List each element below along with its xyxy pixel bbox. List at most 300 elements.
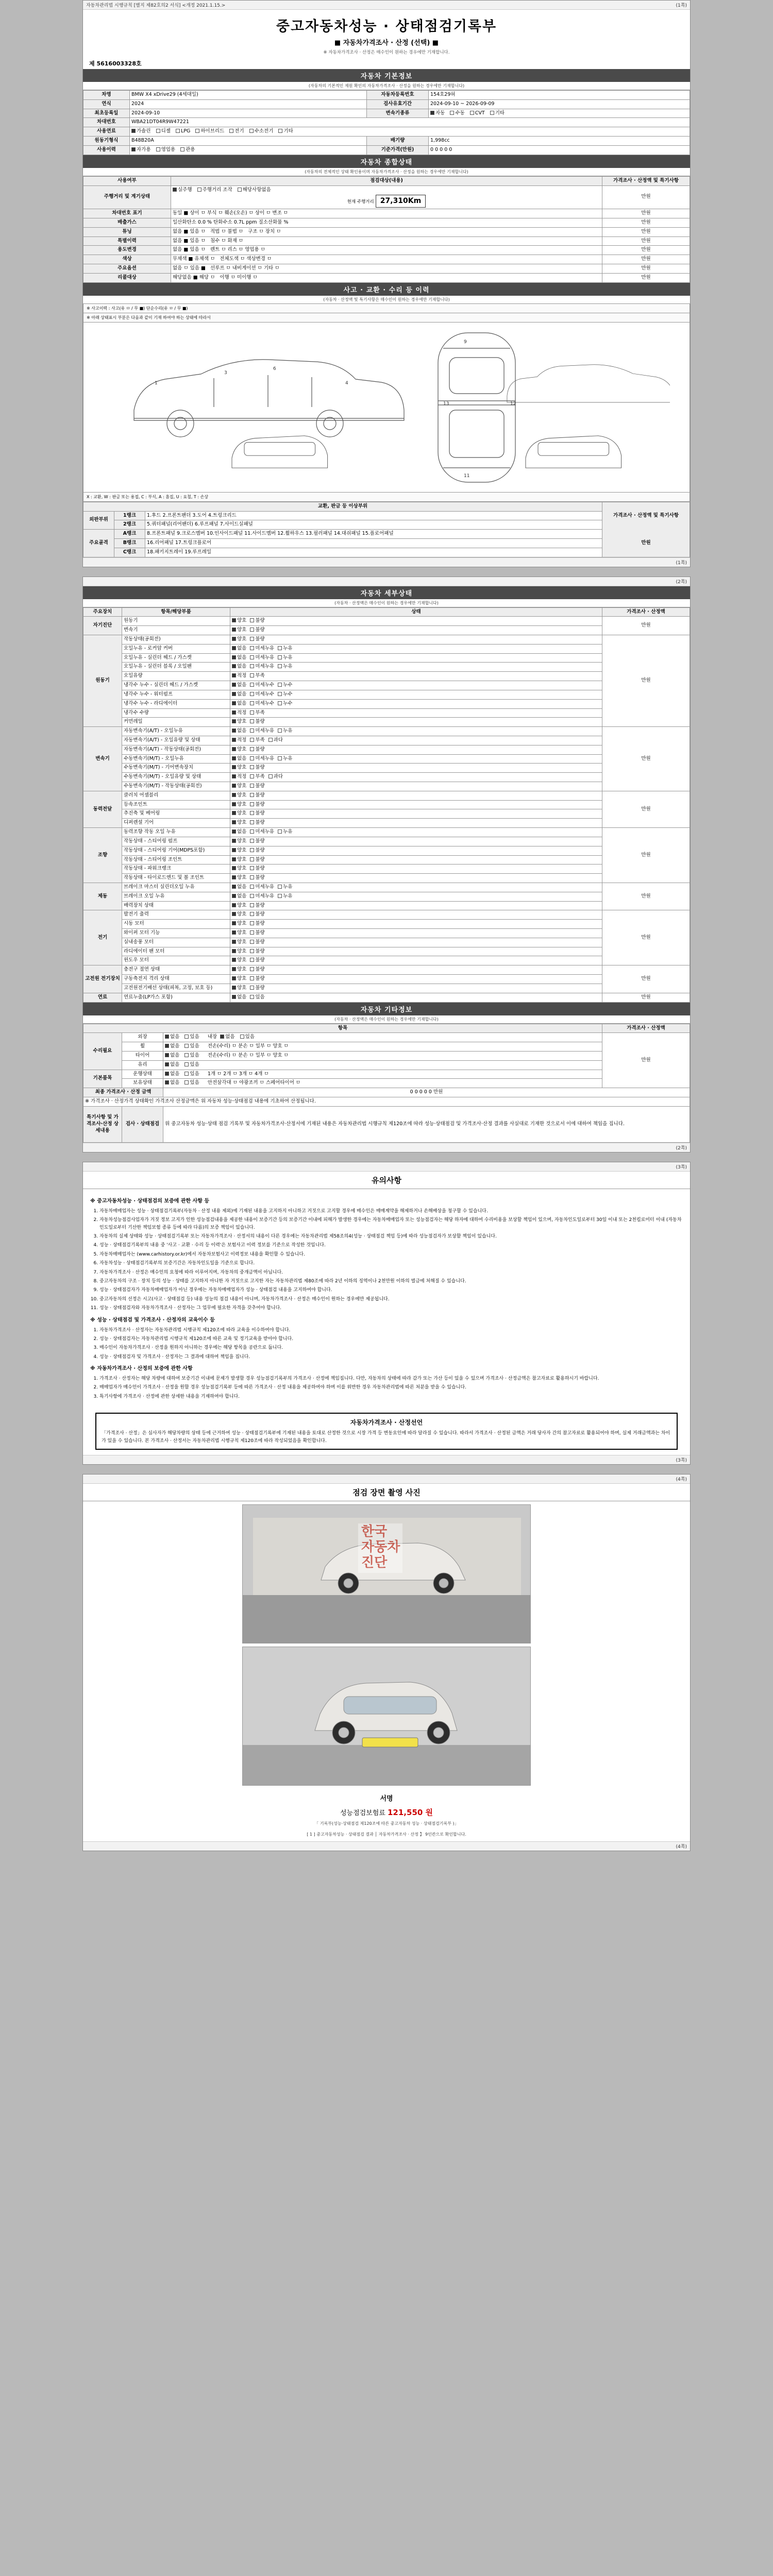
option-양호[interactable]: 양호 (232, 939, 246, 946)
extra-table (83, 1024, 690, 1143)
option-미세누유[interactable]: 미세누유 (250, 893, 274, 900)
option-미세누유[interactable]: 미세누유 (250, 829, 274, 836)
svg-text:3: 3 (224, 370, 227, 376)
label-vin: 차대번호 (83, 118, 130, 127)
option-불량[interactable]: 불량 (250, 903, 264, 909)
notice-item: 8. 중고자동차의 구조 · 장치 등의 성능 · 상태를 고지하지 아니한 자 거짓으로 고지한 자는 자동차관리법 제80조에 따라 2년 이하의 징역이나 2천만원 이하의 벌금에 처해질 수 있습니다. (99, 1278, 683, 1285)
fuel-option-lpg[interactable]: LPG (176, 128, 190, 135)
option-불량[interactable]: 불량 (250, 857, 264, 863)
detail-item-label: 변속기 (122, 626, 230, 635)
accident-line-2: ※ 아래 상태표시 부분은 다음과 같이 기재 하여야 하는 상태에 따라서 (83, 313, 690, 323)
parts-rank-1: 1랭크 (114, 511, 145, 520)
option-누수[interactable]: 누수 (278, 682, 292, 689)
option-없음[interactable]: 없음 (232, 664, 246, 670)
row-note-mileage: 만원 (602, 185, 690, 209)
table-row (83, 530, 690, 539)
option-없음[interactable]: 없음 (232, 701, 246, 707)
detail-item-options[interactable] (230, 901, 602, 910)
detail-group-price: 만원 (602, 617, 690, 635)
option-양호[interactable]: 양호 (232, 967, 246, 973)
option-불량[interactable]: 불량 (250, 985, 264, 992)
row-value-emission: 일산화탄소 0.0 % 탄화수소 0.7L ppm 질소산화물 % (171, 218, 602, 228)
form-reference: 자동차관리법 시행규칙 [별지 제82호의2 서식] <개정 2021.1.15.> (86, 3, 226, 8)
table-row (83, 538, 690, 548)
detail-group-원동기: 원동기 (83, 635, 122, 727)
option-미세누유[interactable]: 미세누유 (250, 646, 274, 652)
detail-item-label: 배력장치 상태 (122, 901, 230, 910)
tire-none[interactable]: 없음 (165, 1053, 179, 1059)
detail-item-label: 자동변속기(A/T) - 작동상태(공회전) (122, 745, 230, 754)
option-누유[interactable]: 누유 (278, 893, 292, 900)
mileage-check-row[interactable]: 실주행 주행거리 조작 해당사항없음 (173, 187, 600, 194)
option-누유[interactable]: 누유 (278, 829, 292, 836)
detail-item-options[interactable] (230, 837, 602, 846)
option-미세누유[interactable]: 미세누유 (250, 756, 274, 762)
section-detail-note: (자동차 · 산정액은 매수인이 원하는 경우에만 기재합니다) (83, 599, 690, 607)
svg-text:4: 4 (345, 380, 348, 386)
trans-option-etc[interactable]: 기타 (490, 110, 505, 117)
usage-option-official[interactable]: 관용 (180, 147, 195, 154)
table-row (83, 209, 690, 218)
notice-section-3-title: ※ 자동차가격조사 · 산정의 보증에 관한 사항 (90, 1366, 193, 1372)
detail-item-label: 수동변속기(M/T) - 작동상태(공회전) (122, 782, 230, 791)
detail-item-options[interactable] (230, 828, 602, 837)
usage-option-private[interactable]: 자가용 (131, 147, 151, 154)
table-row (83, 837, 690, 846)
parts-right-head: 가격조사 · 산정액 및 특기사항 만원 (602, 502, 690, 557)
label-engine: 원동기형식 (83, 137, 130, 146)
detail-item-options[interactable] (230, 855, 602, 865)
option-양호[interactable]: 양호 (232, 747, 246, 753)
page-2-bottombar (83, 1143, 690, 1152)
detail-item-options[interactable] (230, 736, 602, 745)
page-4 (82, 1474, 691, 1851)
detail-item-options[interactable] (230, 920, 602, 929)
option-없음[interactable]: 없음 (232, 893, 246, 900)
interior-yes[interactable]: 있음 (240, 1034, 255, 1041)
option-누수[interactable]: 누수 (278, 691, 292, 698)
table-row: 보유상태 없음 있음 안전삼각대 ㅁ 야광조끼 ㅁ 스페어타이어 ㅁ (83, 1079, 690, 1088)
value-transmission (429, 109, 690, 118)
fuel-option-hybrid[interactable]: 하이브리드 (195, 128, 224, 135)
detail-item-label: 와이퍼 모터 기능 (122, 929, 230, 938)
page-2 (82, 577, 691, 1153)
option-없음[interactable]: 없음 (232, 884, 246, 891)
option-불량[interactable]: 불량 (250, 627, 264, 634)
trans-option-cvt[interactable]: CVT (470, 110, 485, 117)
condition-table (83, 176, 690, 283)
option-불량[interactable]: 불량 (250, 783, 264, 790)
section-condition-title: 자동차 종합상태 (83, 155, 690, 168)
option-부족[interactable]: 부족 (250, 737, 264, 744)
svg-text:1: 1 (155, 380, 158, 386)
option-적정[interactable]: 적정 (232, 710, 246, 717)
table-row (83, 883, 690, 892)
extra-item-drive-state: 운행상태 (122, 1070, 163, 1079)
detail-item-options[interactable] (230, 975, 602, 984)
special-text: 위 중고자동차 성능·상태 점검 기록부 및 자동차가격조사·산정서에 기재된 내용은 자동차관리법 시행규칙 제120조에 따라 성능·상태점검 및 가격조사·산정 결과를 사실대로 기재한 것으로서 이에 대하여 책임을 집니다. (163, 1106, 690, 1142)
option-불량[interactable]: 불량 (250, 792, 264, 799)
option-양호[interactable]: 양호 (232, 976, 246, 982)
option-불량[interactable]: 불량 (250, 866, 264, 872)
table-row (83, 548, 690, 557)
option-양호[interactable]: 양호 (232, 866, 246, 872)
detail-item-label: 커먼레일 (122, 718, 230, 727)
detail-item-label: 수동변속기(M/T) - 오일누유 (122, 754, 230, 764)
car-damage-diagram (83, 323, 690, 493)
notice-item: 7. 자동차가격조사 · 산정은 매수인의 요청에 따라 이루어지며, 자동차의 중개금액이 아닙니다. (99, 1269, 683, 1276)
extra-group-repair: 수리필요 (83, 1033, 122, 1070)
detail-item-options[interactable] (230, 754, 602, 764)
option-불량[interactable]: 불량 (250, 838, 264, 845)
detail-item-label: 동력조향 작동 오일 누유 (122, 828, 230, 837)
notice-item: 6. 자동차성능 · 상태점검기록부의 보증기간은 자동차인도일을 기준으로 합니다. (99, 1260, 683, 1267)
detail-item-options[interactable] (230, 699, 602, 708)
notice-body (83, 1189, 690, 1408)
option-적정[interactable]: 적정 (232, 774, 246, 781)
option-불량[interactable]: 불량 (250, 618, 264, 624)
detail-group-연료: 연료 (83, 993, 122, 1002)
wheel-yes[interactable]: 있음 (184, 1043, 199, 1050)
table-header-row (83, 176, 690, 185)
tire-yes[interactable]: 있음 (184, 1053, 199, 1059)
row-label-recall: 리콜대상 (83, 273, 171, 282)
option-양호[interactable]: 양호 (232, 921, 246, 927)
car-diagram-svg (103, 323, 670, 487)
section-basic-info-note: (자동차의 기본적인 제원 확인의 자동차가격조사 · 산정을 원하는 경우에만 기재합니다) (83, 82, 690, 90)
table-row: 휠 없음 있음 전손(수리) ㅁ 분손 ㅁ 일부 ㅁ 양호 ㅁ (83, 1042, 690, 1052)
option-부족[interactable]: 부족 (250, 710, 264, 717)
notice-item: 1. 가격조사 · 산정자는 해당 차량에 대하여 보증기간 이내에 문제가 발생할 경우 성능점검기록부의 가격조사 · 산정에 책임집니다. 다만, 자동차의 상태에 따라 감가 또는 가산 등이 있을 수 있으며 가격조사 · 산정금액은 참고자료로 활용하시기 바랍니다. (99, 1375, 683, 1382)
detail-item-options[interactable] (230, 626, 602, 635)
detail-item-options[interactable] (230, 663, 602, 672)
option-누유[interactable]: 누유 (278, 664, 292, 670)
table-row: 수리필요 외장 없음 있음 내장 없음 있음 만원 (83, 1033, 690, 1042)
section-extra-note: (자동차 · 산정액은 매수인이 원하는 경우에만 기재합니다) (83, 1015, 690, 1024)
usage-option-business[interactable]: 영업용 (156, 147, 176, 154)
detail-col-1: 주요장치 (83, 607, 122, 617)
option-미세누유[interactable]: 미세누유 (250, 664, 274, 670)
detail-item-options[interactable] (230, 965, 602, 975)
table-row (83, 635, 690, 645)
detail-item-label: 작동상태 - 스티어링 조인트 (122, 855, 230, 865)
value-engine: B48B20A (130, 137, 367, 146)
page-subnote: ※ 자동차가격조사 · 산정은 매수인이 원하는 경우에만 기재합니다. (323, 50, 450, 55)
parts-head: 교환, 판금 등 이상부위 (83, 502, 602, 511)
trans-option-manual[interactable]: 수동 (450, 110, 464, 117)
table-header-row (83, 502, 690, 511)
option-없음[interactable]: 없음 (232, 682, 246, 689)
detail-item-options[interactable] (230, 984, 602, 993)
svg-text:12: 12 (510, 401, 516, 406)
detail-item-options[interactable] (230, 708, 602, 718)
notice-item: 5. 자동차매매업자는 (www.carhistory.or.kr)에서 자동차보험사고 이력정보 내용을 확인할 수 있습니다. (99, 1251, 683, 1258)
row-value-recall: 해당없음 ■ 해당 ㅁ 이행 ㅁ 미이행 ㅁ (171, 273, 602, 282)
table-header-row (83, 607, 690, 617)
option-있음[interactable]: 있음 (250, 994, 264, 1001)
option-양호[interactable]: 양호 (232, 857, 246, 863)
exterior-none[interactable]: 없음 (165, 1034, 179, 1041)
page-number: (1쪽) (676, 3, 687, 8)
option-없음[interactable]: 없음 (232, 728, 246, 735)
value-vin: WBA21DT04R9W47221 (130, 118, 690, 127)
hold-yes[interactable]: 있음 (184, 1080, 199, 1087)
extra-item-glass: 유리 (122, 1060, 163, 1070)
option-불량[interactable]: 불량 (250, 939, 264, 946)
detail-item-options[interactable] (230, 846, 602, 855)
table-row (83, 1097, 690, 1107)
detail-item-options[interactable] (230, 773, 602, 782)
option-과다[interactable]: 과다 (268, 737, 283, 744)
option-양호[interactable]: 양호 (232, 957, 246, 964)
option-양호[interactable]: 양호 (232, 875, 246, 882)
detail-item-label: 작동상태 - 파워크랭크 (122, 865, 230, 874)
page-number-bottom-2: (2쪽) (676, 1145, 687, 1151)
table-row (83, 1106, 690, 1142)
option-누유[interactable]: 누유 (278, 646, 292, 652)
notice-item: 2. 매매업자가 매수인이 가격조사 · 산정을 원할 경우 성능점검기록부 등에 따른 가격조사 · 산정 내용을 제공하여야 하며 이를 위반한 경우 자동차관리법에 따른 처분을 받을 수 있습니다. (99, 1384, 683, 1391)
option-누유[interactable]: 누유 (278, 756, 292, 762)
detail-item-options[interactable] (230, 910, 602, 920)
section-extra-title: 자동차 기타정보 (83, 1003, 690, 1015)
detail-item-label: 브레이크 마스터 실린더오일 누유 (122, 883, 230, 892)
page-4-topbar (83, 1475, 690, 1484)
detail-item-options[interactable] (230, 635, 602, 645)
option-불량[interactable]: 불량 (250, 719, 264, 725)
option-불량[interactable]: 불량 (250, 957, 264, 964)
detail-item-options[interactable] (230, 727, 602, 736)
option-없음[interactable]: 없음 (232, 655, 246, 662)
glass-yes[interactable]: 있음 (184, 1062, 199, 1069)
option-없음[interactable]: 없음 (232, 756, 246, 762)
table-row (83, 736, 690, 745)
row-value-options: 없음 ㅁ 있음 ■ 선루프 ㅁ 내비게이션 ㅁ 기타 ㅁ (171, 264, 602, 274)
option-불량[interactable]: 불량 (250, 948, 264, 955)
option-부족[interactable]: 부족 (250, 774, 264, 781)
detail-item-options[interactable] (230, 865, 602, 874)
option-없음[interactable]: 없음 (232, 646, 246, 652)
value-fuel (130, 127, 690, 137)
table-row (83, 929, 690, 938)
option-부족[interactable]: 부족 (250, 673, 264, 680)
detail-item-options[interactable] (230, 947, 602, 956)
option-불량[interactable]: 불량 (250, 747, 264, 753)
option-미세누유[interactable]: 미세누유 (250, 728, 274, 735)
fuel-option-gasoline[interactable]: 가솔린 (131, 128, 151, 135)
parts-group-outer: 외판부위 (83, 511, 114, 530)
option-양호[interactable]: 양호 (232, 810, 246, 817)
option-미세누수[interactable]: 미세누수 (250, 691, 274, 698)
option-양호[interactable]: 양호 (232, 636, 246, 643)
detail-item-options[interactable] (230, 782, 602, 791)
option-양호[interactable]: 양호 (232, 930, 246, 937)
row-value-color: 무채색 ■ 유채색 ㅁ 전체도색 ㅁ 색상변경 ㅁ (171, 255, 602, 264)
extra-price-note: 만원 (602, 1033, 690, 1088)
option-불량[interactable]: 불량 (250, 976, 264, 982)
option-누수[interactable]: 누수 (278, 701, 292, 707)
row-label-special: 특별이력 (83, 236, 171, 246)
table-row (83, 1088, 690, 1097)
option-없음[interactable]: 없음 (232, 691, 246, 698)
wheel-none[interactable]: 없음 (165, 1043, 179, 1050)
table-row (83, 993, 690, 1002)
fuel-option-hydrogen[interactable]: 수소전기 (249, 128, 274, 135)
option-불량[interactable]: 불량 (250, 875, 264, 882)
option-누유[interactable]: 누유 (278, 884, 292, 891)
detail-group-price: 만원 (602, 791, 690, 827)
table-row (83, 965, 690, 975)
table-row (83, 137, 690, 146)
notice-list-2 (90, 1327, 683, 1361)
parts-rank-a: A랭크 (114, 530, 145, 539)
detail-item-options[interactable] (230, 892, 602, 901)
total-note: ※ 가격조사 · 산정가격 상태확인 가격조사 산정금액은 위 자동차 성능·상태점검 내용에 기초하여 산정됩니다. (83, 1097, 690, 1107)
table-row (83, 672, 690, 681)
option-양호[interactable]: 양호 (232, 948, 246, 955)
row-label-tuning: 튜닝 (83, 227, 171, 236)
row-value-mileage (171, 185, 602, 209)
option-불량[interactable]: 불량 (250, 802, 264, 808)
detail-item-options[interactable] (230, 809, 602, 819)
detail-item-options[interactable] (230, 883, 602, 892)
detail-item-options[interactable] (230, 718, 602, 727)
drive-none[interactable]: 없음 (165, 1071, 179, 1078)
table-row (83, 727, 690, 736)
table-row (83, 846, 690, 855)
option-없음[interactable]: 없음 (232, 829, 246, 836)
detail-item-label: 구동축전지 격리 상태 (122, 975, 230, 984)
row-label-usechange: 용도변경 (83, 246, 171, 255)
row-note-special: 만원 (602, 236, 690, 246)
value-price: 0 0 0 0 0 (429, 145, 690, 155)
option-불량[interactable]: 불량 (250, 930, 264, 937)
page-number-bottom: (1쪽) (676, 560, 687, 566)
parts-table (83, 502, 690, 557)
option-양호[interactable]: 양호 (232, 802, 246, 808)
detail-item-options[interactable] (230, 690, 602, 699)
detail-item-options[interactable] (230, 672, 602, 681)
detail-item-label: 작동상태 - 타이로드엔드 및 볼 조인트 (122, 874, 230, 883)
option-양호[interactable]: 양호 (232, 820, 246, 826)
detail-item-options[interactable] (230, 653, 602, 663)
option-미세누수[interactable]: 미세누수 (250, 701, 274, 707)
detail-item-options[interactable] (230, 764, 602, 773)
interior-none[interactable]: 없음 (220, 1034, 234, 1041)
option-양호[interactable]: 양호 (232, 838, 246, 845)
value-year: 2024 (130, 99, 367, 109)
option-미세누유[interactable]: 미세누유 (250, 655, 274, 662)
notice-item: 3. 자동차의 실제 상태와 성능 · 상태점검기록부 또는 자동차가격조사 · 산정서의 내용이 다른 경우에는 자동차관리법 제58조의4(성능 · 상태점검 책임 등)에 따라 성능점검자가 보상할 책임이 있습니다. (99, 1233, 683, 1240)
detail-item-options[interactable] (230, 800, 602, 809)
detail-item-options[interactable] (230, 745, 602, 754)
option-양호[interactable]: 양호 (232, 985, 246, 992)
option-불량[interactable]: 불량 (250, 848, 264, 854)
option-불량[interactable]: 불량 (250, 820, 264, 826)
detail-item-label: 오일유량 (122, 672, 230, 681)
fuel-option-electric[interactable]: 전기 (229, 128, 244, 135)
detail-group-변속기: 변속기 (83, 727, 122, 791)
svg-text:9: 9 (464, 339, 467, 345)
detail-item-options[interactable] (230, 617, 602, 626)
exterior-yes[interactable]: 있음 (184, 1034, 199, 1041)
notice-title: 유의사항 (83, 1172, 690, 1189)
detail-item-options[interactable] (230, 874, 602, 883)
detail-item-options[interactable] (230, 791, 602, 800)
option-양호[interactable]: 양호 (232, 618, 246, 624)
detail-group-price: 만원 (602, 727, 690, 791)
label-fuel: 사용연료 (83, 127, 130, 137)
detail-item-options[interactable] (230, 819, 602, 828)
detail-group-고전원-전기장치: 고전원 전기장치 (83, 965, 122, 993)
page-1-bottombar (83, 557, 690, 567)
option-양호[interactable]: 양호 (232, 719, 246, 725)
option-불량[interactable]: 불량 (250, 636, 264, 643)
notice-item: 2. 자동차성능점검사업자가 거짓 정보 고지가 인한 성능점검내용을 제공한 내용이 보증기간 등의 보증기간 이내에 피해가 발생한 경우에는 자동차매매업자 또는 성능점검자는 해당 하자에 대하여 수리비용을 보상할 책임이 있으며, 자동차인도일로부터 30일 이내 또는 2천킬로미터 이내 (자동차인도일로부터 기산한 책임보험 종류 등에 따라 다름)의 보증 책임이 있습니다. (99, 1216, 683, 1231)
detail-item-label: 라디에이터 팬 모터 (122, 947, 230, 956)
table-row (83, 644, 690, 653)
detail-item-options[interactable] (230, 929, 602, 938)
fuel-option-etc[interactable]: 기타 (278, 128, 293, 135)
fuel-option-diesel[interactable]: 디젤 (156, 128, 171, 135)
detail-item-label: 작동상태 - 스티어링 펌프 (122, 837, 230, 846)
table-row (83, 99, 690, 109)
glass-none[interactable]: 없음 (165, 1062, 179, 1069)
option-양호[interactable]: 양호 (232, 911, 246, 918)
table-row (83, 718, 690, 727)
option-불량[interactable]: 불량 (250, 967, 264, 973)
option-불량[interactable]: 불량 (250, 810, 264, 817)
row-value-special: 없음 ■ 있음 ㅁ 침수 ㅁ 화재 ㅁ (171, 236, 602, 246)
option-양호[interactable]: 양호 (232, 783, 246, 790)
option-적정[interactable]: 적정 (232, 737, 246, 744)
label-year: 연식 (83, 99, 130, 109)
parts-items-2: 5.쿼터패널(리어팬더) 6.루프패널 7.사이드실패널 (145, 520, 602, 530)
option-양호[interactable]: 양호 (232, 848, 246, 854)
drive-yes[interactable]: 있음 (184, 1071, 199, 1078)
detail-group-price: 만원 (602, 965, 690, 993)
option-양호[interactable]: 양호 (232, 792, 246, 799)
page-3-bottombar (83, 1455, 690, 1464)
option-불량[interactable]: 불량 (250, 765, 264, 771)
hold-none[interactable]: 없음 (165, 1080, 179, 1087)
table-row (83, 754, 690, 764)
option-미세누유[interactable]: 미세누유 (250, 884, 274, 891)
notice-item: 3. 매수인이 자동차가격조사 · 산정을 원하지 아니하는 경우에는 해당 항목을 공란으로 둡니다. (99, 1344, 683, 1351)
value-inspection: 2024-09-10 ~ 2026-09-09 (429, 99, 690, 109)
option-없음[interactable]: 없음 (232, 994, 246, 1001)
label-price: 기준가격(만원) (367, 145, 429, 155)
detail-item-options[interactable] (230, 938, 602, 947)
option-적정[interactable]: 적정 (232, 673, 246, 680)
option-과다[interactable]: 과다 (268, 774, 283, 781)
photo-section-title: 점검 장면 촬영 사진 (83, 1484, 690, 1501)
table-row (83, 901, 690, 910)
trans-option-auto[interactable]: 자동 (430, 110, 445, 117)
option-미세누수[interactable]: 미세누수 (250, 682, 274, 689)
option-불량[interactable]: 불량 (250, 921, 264, 927)
detail-item-options[interactable] (230, 644, 602, 653)
option-누유[interactable]: 누유 (278, 728, 292, 735)
option-불량[interactable]: 불량 (250, 911, 264, 918)
detail-item-options[interactable] (230, 956, 602, 965)
detail-item-options[interactable] (230, 993, 602, 1002)
option-양호[interactable]: 양호 (232, 627, 246, 634)
option-양호[interactable]: 양호 (232, 765, 246, 771)
option-양호[interactable]: 양호 (232, 903, 246, 909)
table-row (83, 145, 690, 155)
detail-item-options[interactable] (230, 681, 602, 690)
option-누유[interactable]: 누유 (278, 655, 292, 662)
